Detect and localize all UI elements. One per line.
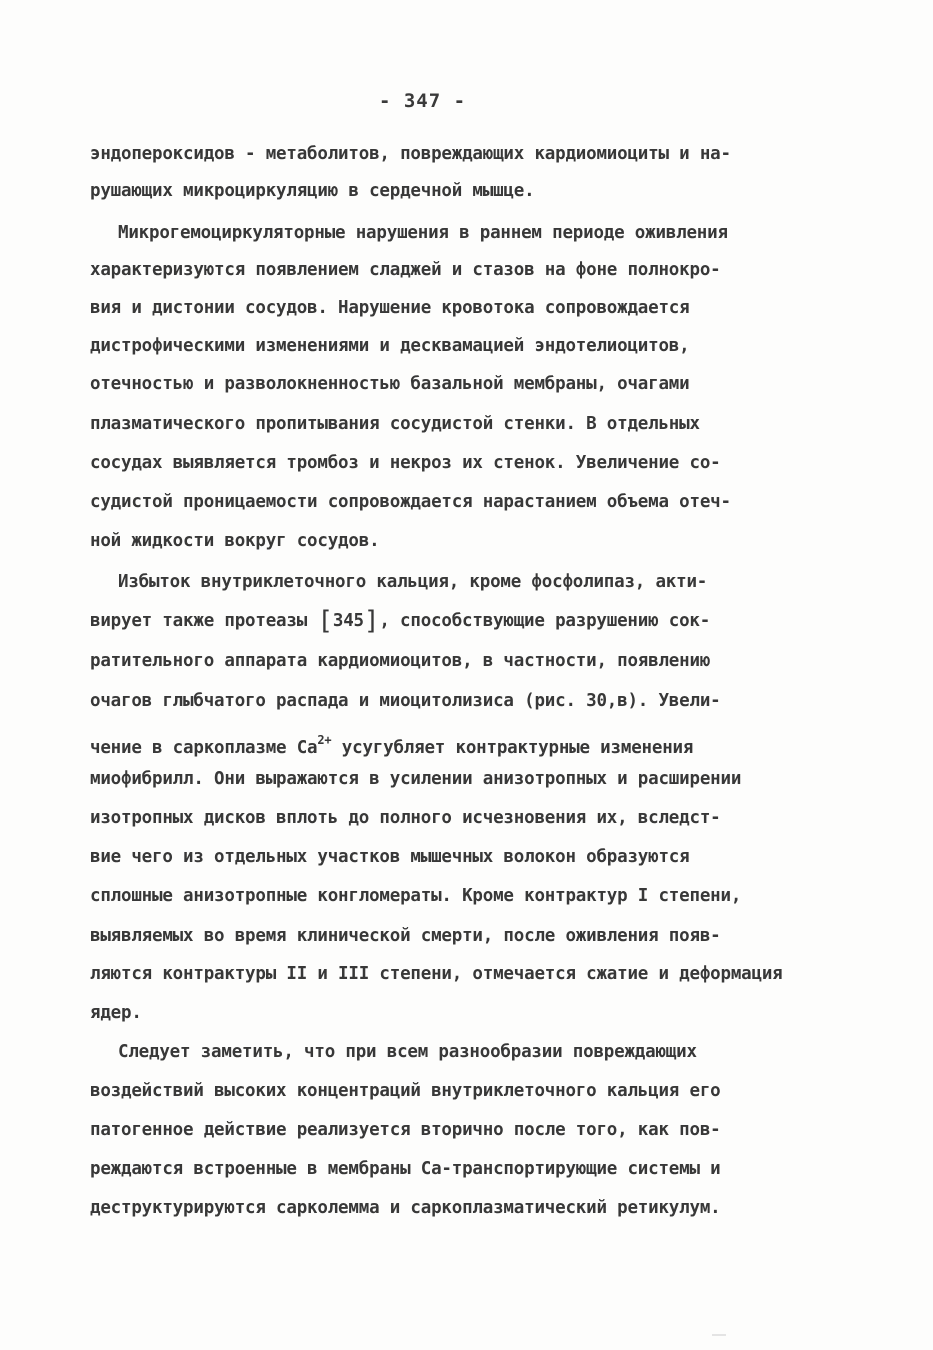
citation-reference: 345 <box>332 611 364 631</box>
text-line: реждаются встроенные в мембраны Ca-транспортирующие системы и <box>90 1159 721 1179</box>
text-line: характеризуются появлением сладжей и стазов на фоне полнокро- <box>90 260 721 280</box>
text-line: отечностью и разволокненностью базальной мембраны, очагами <box>90 374 690 394</box>
text-line: выявляемых во время клинической смерти, после оживления появ- <box>90 926 721 946</box>
text-line: плазматического пропитывания сосудистой стенки. В отдельных <box>90 414 700 434</box>
text-line: патогенное действие реализуется вторично после того, как пов- <box>90 1120 721 1140</box>
text-fragment: , способствующие разрушению сок- <box>379 611 711 631</box>
text-line: вие чего из отдельных участков мышечных волокон образуются <box>90 847 690 867</box>
superscript-charge: 2+ <box>317 733 332 747</box>
text-line: Микрогемоциркуляторные нарушения в раннем периоде оживления <box>118 223 728 243</box>
text-fragment: вирует также протеазы <box>90 611 308 631</box>
text-line: дистрофическими изменениями и десквамацией эндотелиоцитов, <box>90 336 690 356</box>
text-line: судистой проницаемости сопровождается нарастанием объема отеч- <box>90 492 731 512</box>
text-line: миофибрилл. Они выражаются в усилении анизотропных и расширении <box>90 769 742 789</box>
text-line: Избыток внутриклеточного кальция, кроме фосфолипаз, акти- <box>118 572 708 592</box>
text-line <box>90 606 850 636</box>
text-line: ратительного аппарата кардиомиоцитов, в частности, появлению <box>90 651 711 671</box>
text-line: рушающих микроциркуляцию в сердечной мышце. <box>90 181 535 201</box>
text-line: очагов глыбчатого распада и миоцитолизиса (рис. 30,в). Увели- <box>90 691 721 711</box>
text-line: воздействий высоких концентраций внутриклеточного кальция его <box>90 1081 721 1101</box>
text-line: ядер. <box>90 1003 142 1023</box>
citation-close-bracket: ] <box>363 606 380 636</box>
scan-speck <box>712 1334 726 1336</box>
text-line: сосудах выявляется тромбоз и некроз их стенок. Увеличение со- <box>90 453 721 473</box>
text-fragment: усугубляет контрактурные изменения <box>331 738 694 758</box>
text-line: ляются контрактуры II и III степени, отмечается сжатие и деформация <box>90 964 783 984</box>
text-line: Следует заметить, что при всем разнообразии повреждающих <box>118 1042 697 1062</box>
text-line: вия и дистонии сосудов. Нарушение кровотока сопровождается <box>90 298 690 318</box>
text-line: эндопероксидов - метаболитов, повреждающих кардиомиоциты и на- <box>90 144 731 164</box>
text-line: изотропных дисков вплоть до полного исчезновения их, вследст- <box>90 808 721 828</box>
text-line: сплошные анизотропные конгломераты. Кроме контрактур I степени, <box>90 886 742 906</box>
text-line <box>90 729 850 759</box>
text-line: деструктурируются сарколемма и саркоплазматический ретикулум. <box>90 1198 721 1218</box>
text-line: ной жидкости вокруг сосудов. <box>90 531 380 551</box>
citation-open-bracket: [ <box>317 606 333 636</box>
page-number: - 347 - <box>378 90 467 112</box>
text-fragment: чение в саркоплазме Ca <box>90 738 318 758</box>
